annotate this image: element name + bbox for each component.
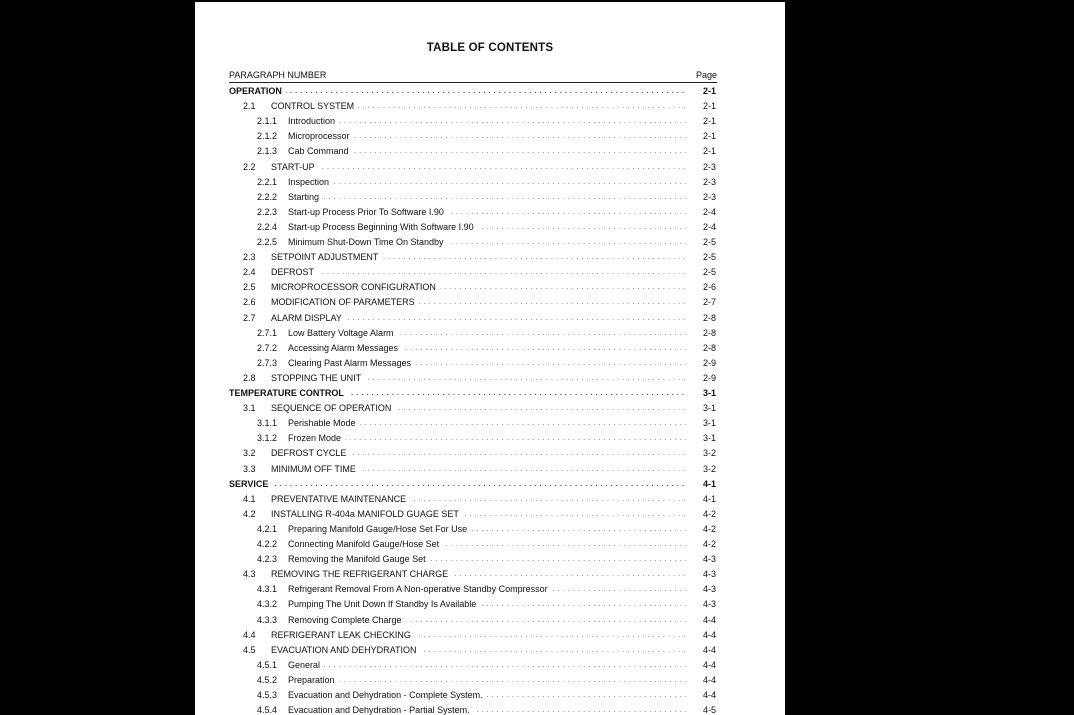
toc-entry-leader — [288, 522, 687, 537]
toc-entry-label: Inspection — [288, 177, 333, 187]
toc-row[interactable] — [195, 144, 785, 159]
toc-entry-page: 4-3 — [702, 599, 716, 610]
toc-entry-number: 2.4 — [243, 267, 256, 278]
toc-row[interactable] — [195, 673, 785, 688]
page-header: Page — [695, 70, 717, 80]
toc-row[interactable] — [195, 688, 785, 703]
toc-entry-page: 2-5 — [702, 237, 716, 247]
toc-entry-page: 2-8 — [702, 312, 716, 323]
toc-entry-page: 4-4 — [702, 674, 716, 685]
toc-entry-number: 2.5 — [243, 282, 256, 293]
toc-row[interactable] — [195, 658, 785, 673]
toc-entry-leader — [288, 205, 687, 220]
toc-entry-leader — [271, 371, 687, 386]
toc-entry-label: Starting — [288, 192, 323, 202]
toc-entry-page: 3-2 — [702, 463, 716, 474]
toc-entry-leader — [288, 673, 687, 688]
toc-entry-number: 4.5.3 — [257, 690, 278, 700]
toc-entry-number: 4.3.2 — [257, 599, 278, 610]
toc-entry-label: OPERATION — [229, 86, 286, 96]
toc-entry-label: General — [288, 660, 324, 670]
toc-entry-number: 4.2.2 — [257, 539, 278, 549]
toc-row[interactable] — [195, 613, 785, 628]
toc-entry-number: 2.7.2 — [257, 342, 278, 353]
toc-entry-leader — [229, 84, 687, 99]
toc-entry-leader — [271, 265, 687, 280]
toc-entry-page: 2-8 — [702, 342, 716, 353]
toc-entry-label: Connecting Manifold Gauge/Hose Set — [288, 539, 443, 549]
toc-entry-leader — [288, 552, 687, 567]
toc-entry-number: 2.2.5 — [257, 237, 278, 247]
toc-entry-label: MODIFICATION OF PARAMETERS — [271, 297, 419, 307]
toc-entry-page: 3-1 — [702, 388, 716, 398]
toc-entry-leader — [271, 280, 687, 295]
toc-entry-label: SEQUENCE OF OPERATION — [271, 403, 395, 413]
toc-entry-page: 2-1 — [702, 101, 716, 112]
toc-entry-leader — [288, 129, 687, 144]
toc-row[interactable] — [195, 280, 785, 295]
toc-entry-leader — [288, 613, 687, 628]
toc-row[interactable] — [195, 552, 785, 567]
toc-row[interactable] — [195, 295, 785, 310]
toc-entry-page: 2-4 — [702, 206, 716, 217]
toc-entry-number: 2.7.1 — [257, 327, 278, 338]
toc-entry-page: 2-3 — [702, 191, 716, 202]
toc-entry-label: Perishable Mode — [288, 418, 360, 428]
toc-entry-number: 4.5.4 — [257, 705, 278, 715]
toc-entry-leader — [229, 386, 687, 401]
toc-entry-number: 2.8 — [243, 372, 256, 383]
toc-row[interactable] — [195, 628, 785, 643]
toc-entry-leader — [288, 220, 687, 235]
toc-entry-label: Evacuation and Dehydration - Partial System. — [288, 705, 474, 715]
toc-row[interactable] — [195, 99, 785, 114]
document-page — [195, 2, 785, 715]
toc-entry-number: 2.1.1 — [257, 116, 278, 127]
toc-entry-label: MICROPROCESSOR CONFIGURATION — [271, 282, 440, 292]
toc-row[interactable] — [195, 522, 785, 537]
toc-row[interactable] — [195, 311, 785, 326]
toc-entry-leader — [288, 416, 687, 431]
toc-entry-page: 4-2 — [702, 508, 716, 519]
toc-row[interactable] — [195, 84, 785, 99]
toc-entry-label: EVACUATION AND DEHYDRATION — [271, 645, 421, 655]
toc-entry-page: 2-6 — [702, 282, 716, 293]
toc-row[interactable] — [195, 235, 785, 250]
toc-entry-label: MINIMUM OFF TIME — [271, 464, 360, 474]
toc-entry-number: 2.7 — [243, 312, 256, 323]
toc-entry-label: Start-up Process Prior To Software I.90 — [288, 207, 448, 217]
toc-entry-label: START-UP — [271, 162, 319, 172]
toc-entry-number: 4.2.1 — [257, 523, 278, 534]
toc-row[interactable] — [195, 371, 785, 386]
toc-entry-page: 3-1 — [702, 418, 716, 429]
toc-entry-label: Microprocessor — [288, 131, 354, 141]
toc-entry-label: Low Battery Voltage Alarm — [288, 328, 398, 338]
toc-entry-label: Removing the Manifold Gauge Set — [288, 554, 430, 564]
toc-entry-number: 2.2.4 — [257, 221, 278, 232]
toc-entry-number: 3.1.2 — [257, 433, 278, 444]
toc-entry-page: 4-3 — [702, 554, 716, 565]
toc-entry-leader — [229, 477, 687, 492]
toc-entry-leader — [271, 160, 687, 175]
toc-list — [195, 2, 785, 715]
toc-entry-leader — [288, 658, 687, 673]
toc-row[interactable] — [195, 507, 785, 522]
toc-entry-number: 4.2.3 — [257, 554, 278, 565]
toc-entry-page: 4-4 — [702, 644, 716, 655]
toc-entry-label: PREVENTATIVE MAINTENANCE — [271, 494, 410, 504]
toc-entry-leader — [288, 597, 687, 612]
toc-entry-leader — [271, 295, 687, 310]
toc-entry-label: DEFROST CYCLE — [271, 448, 350, 458]
toc-entry-leader — [288, 326, 687, 341]
toc-entry-page: 2-1 — [702, 131, 716, 142]
toc-row[interactable] — [195, 477, 785, 492]
toc-entry-label: Cab Command — [288, 146, 353, 156]
toc-entry-number: 2.7.3 — [257, 357, 278, 368]
toc-entry-page: 4-4 — [702, 690, 716, 700]
toc-entry-number: 4.3.3 — [257, 614, 278, 625]
toc-entry-label: DEFROST — [271, 267, 318, 277]
toc-entry-number: 4.5.1 — [257, 659, 278, 670]
toc-entry-leader — [288, 235, 687, 250]
toc-entry-label: SERVICE — [229, 479, 272, 489]
toc-row[interactable] — [195, 341, 785, 356]
toc-entry-leader — [288, 537, 687, 552]
toc-row[interactable] — [195, 190, 785, 205]
toc-entry-leader — [288, 114, 687, 129]
toc-entry-page: 4-1 — [702, 493, 716, 504]
toc-entry-label: CONTROL SYSTEM — [271, 101, 358, 111]
toc-entry-page: 2-1 — [702, 146, 716, 157]
toc-entry-label: REMOVING THE REFRIGERANT CHARGE — [271, 569, 452, 579]
toc-entry-page: 2-8 — [702, 327, 716, 338]
toc-entry-label: Preparation — [288, 675, 339, 685]
toc-row[interactable] — [195, 462, 785, 477]
toc-entry-number: 2.1.2 — [257, 131, 278, 142]
toc-entry-page: 2-5 — [702, 267, 716, 278]
toc-row[interactable] — [195, 220, 785, 235]
toc-entry-page: 2-1 — [702, 116, 716, 127]
toc-row[interactable] — [195, 703, 785, 715]
toc-row[interactable] — [195, 597, 785, 612]
toc-entry-number: 2.2.1 — [257, 176, 278, 187]
toc-entry-leader — [271, 311, 687, 326]
toc-entry-number: 2.2 — [243, 161, 256, 172]
toc-entry-label: ALARM DISPLAY — [271, 313, 346, 323]
toc-entry-label: Start-up Process Beginning With Software I.90 — [288, 222, 478, 232]
toc-entry-number: 2.3 — [243, 252, 256, 263]
toc-entry-number: 2.2.2 — [257, 191, 278, 202]
toc-entry-label: Removing Complete Charge — [288, 615, 406, 625]
toc-entry-number: 3.2 — [243, 448, 256, 459]
toc-entry-leader — [271, 492, 687, 507]
toc-entry-leader — [288, 356, 687, 371]
toc-entry-page: 2-3 — [702, 161, 716, 172]
toc-entry-page: 2-3 — [702, 176, 716, 187]
toc-entry-page: 3-1 — [702, 433, 716, 444]
toc-row[interactable] — [195, 401, 785, 416]
toc-entry-number: 4.2 — [243, 508, 256, 519]
toc-entry-page: 2-9 — [702, 372, 716, 383]
toc-entry-number: 4.5 — [243, 644, 256, 655]
toc-entry-page: 2-1 — [702, 86, 716, 96]
toc-entry-leader — [271, 401, 687, 416]
toc-row[interactable] — [195, 250, 785, 265]
toc-entry-page: 4-5 — [702, 705, 716, 715]
toc-row[interactable] — [195, 582, 785, 597]
toc-entry-leader — [288, 144, 687, 159]
toc-row[interactable] — [195, 386, 785, 401]
toc-entry-leader — [288, 703, 687, 715]
toc-row[interactable] — [195, 643, 785, 658]
toc-entry-page: 4-3 — [702, 584, 716, 595]
toc-row[interactable] — [195, 114, 785, 129]
toc-entry-number: 4.1 — [243, 493, 256, 504]
toc-entry-number: 3.1.1 — [257, 418, 278, 429]
toc-entry-number: 4.3 — [243, 569, 256, 580]
toc-entry-label: Frozen Mode — [288, 433, 345, 443]
toc-entry-number: 3.1 — [243, 403, 256, 414]
page-title: TABLE OF CONTENTS — [426, 42, 554, 54]
toc-entry-page: 4-4 — [702, 614, 716, 625]
toc-entry-number: 3.3 — [243, 463, 256, 474]
toc-entry-leader — [288, 190, 687, 205]
toc-entry-label: Accessing Alarm Messages — [288, 343, 402, 353]
toc-entry-leader — [288, 688, 687, 703]
toc-entry-leader — [271, 628, 687, 643]
toc-entry-number: 2.1.3 — [257, 146, 278, 157]
toc-entry-label: Preparing Manifold Gauge/Hose Set For Use — [288, 524, 471, 534]
toc-entry-leader — [271, 507, 687, 522]
toc-entry-page: 4-2 — [702, 539, 716, 549]
toc-row[interactable] — [195, 326, 785, 341]
toc-entry-label: TEMPERATURE CONTROL — [229, 388, 348, 398]
toc-entry-number: 2.2.3 — [257, 206, 278, 217]
toc-row[interactable] — [195, 356, 785, 371]
toc-entry-label: INSTALLING R-404a MANIFOLD GUAGE SET — [271, 509, 463, 519]
toc-row[interactable] — [195, 492, 785, 507]
toc-entry-label: Pumping The Unit Down If Standby Is Available — [288, 599, 480, 609]
toc-entry-page: 2-9 — [702, 357, 716, 368]
toc-row[interactable] — [195, 265, 785, 280]
toc-entry-leader — [271, 446, 687, 461]
toc-entry-number: 2.1 — [243, 101, 256, 112]
toc-row[interactable] — [195, 416, 785, 431]
toc-entry-page: 3-1 — [702, 403, 716, 414]
toc-entry-page: 4-1 — [702, 478, 716, 489]
toc-row[interactable] — [195, 129, 785, 144]
toc-entry-leader — [288, 341, 687, 356]
toc-entry-page: 4-4 — [702, 629, 716, 640]
toc-entry-page: 4-3 — [702, 569, 716, 580]
toc-entry-number: 4.5.2 — [257, 674, 278, 685]
toc-entry-leader — [271, 567, 687, 582]
toc-entry-leader — [288, 431, 687, 446]
toc-entry-number: 2.6 — [243, 297, 256, 308]
paragraph-number-header: PARAGRAPH NUMBER — [229, 70, 327, 80]
toc-row[interactable] — [195, 175, 785, 190]
toc-row[interactable] — [195, 205, 785, 220]
toc-entry-page: 2-5 — [702, 252, 716, 263]
toc-entry-label: Refrigerant Removal From A Non-operative Standby Compressor — [288, 584, 552, 594]
toc-entry-leader — [288, 582, 687, 597]
toc-entry-leader — [271, 462, 687, 477]
toc-row[interactable] — [195, 160, 785, 175]
toc-entry-page: 4-2 — [702, 523, 716, 534]
toc-entry-label: REFRIGERANT LEAK CHECKING — [271, 630, 415, 640]
toc-entry-number: 4.3.1 — [257, 584, 278, 595]
toc-entry-label: STOPPING THE UNIT — [271, 373, 365, 383]
toc-entry-label: SETPOINT ADJUSTMENT — [271, 252, 382, 262]
toc-entry-page: 2-7 — [702, 297, 716, 308]
toc-row[interactable] — [195, 431, 785, 446]
toc-entry-leader — [288, 175, 687, 190]
toc-entry-number: 4.4 — [243, 629, 256, 640]
toc-entry-label: Clearing Past Alarm Messages — [288, 358, 415, 368]
toc-entry-label: Introduction — [288, 116, 339, 126]
toc-entry-page: 2-4 — [702, 221, 716, 232]
toc-row[interactable] — [195, 567, 785, 582]
toc-row[interactable] — [195, 446, 785, 461]
toc-entry-label: Minimum Shut-Down Time On Standby — [288, 237, 448, 247]
toc-entry-leader — [271, 643, 687, 658]
toc-row[interactable] — [195, 537, 785, 552]
toc-entry-leader — [271, 99, 687, 114]
toc-entry-label: Evacuation and Dehydration - Complete System. — [288, 690, 487, 700]
toc-entry-page: 4-4 — [702, 659, 716, 670]
toc-entry-leader — [271, 250, 687, 265]
toc-entry-page: 3-2 — [702, 448, 716, 459]
